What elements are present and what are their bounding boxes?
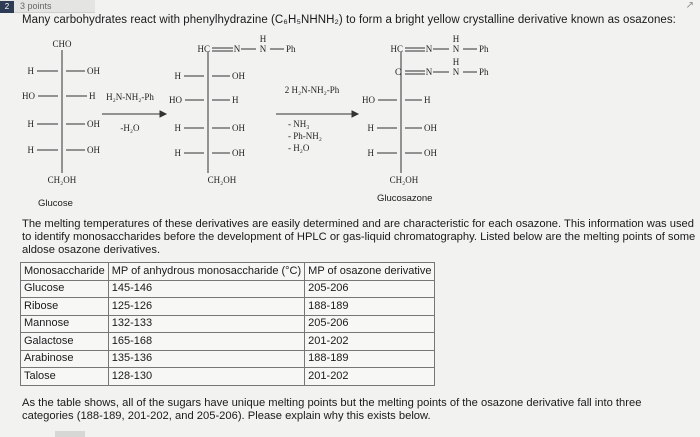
atom-label: N: [452, 44, 460, 54]
cell-mp-osazone: 201-202: [305, 368, 435, 386]
table-header-row: [21, 263, 435, 281]
step1-reagent: H₂N-NH₂-Ph: [106, 92, 154, 102]
table-row: [21, 350, 435, 368]
header-monosaccharide: Monosaccharide: [21, 263, 109, 281]
atom-label: OH: [232, 123, 245, 133]
atom-label: H: [452, 57, 460, 67]
atom-label: N: [425, 44, 433, 54]
cell-mp-sugar: 145-146: [108, 280, 304, 298]
atom-label: H: [174, 123, 181, 133]
points-badge: [0, 0, 95, 13]
answer-box-edge[interactable]: [55, 431, 85, 437]
question-number: 2: [0, 1, 14, 13]
cell-sugar: Glucose: [21, 280, 109, 298]
cell-sugar: Ribose: [21, 298, 109, 316]
atom-label: HO: [362, 95, 375, 105]
step2-byproduct: - Ph-NH₂: [288, 131, 322, 141]
atom-label: H: [27, 66, 34, 76]
atom-label: OH: [232, 71, 245, 81]
atom-label: H: [174, 148, 181, 158]
table-row: [21, 315, 435, 333]
melting-point-table: [20, 262, 435, 386]
table-row: [21, 298, 435, 316]
atom-label: N: [452, 67, 460, 77]
cell-mp-sugar: 135-136: [108, 350, 304, 368]
reactant-name: Glucose: [38, 198, 73, 209]
atom-label: C: [394, 67, 401, 77]
glucose-cho: CHO: [52, 39, 72, 49]
cell-mp-osazone: 205-206: [305, 315, 435, 333]
atom-label: Ph: [286, 44, 296, 54]
atom-label: OH: [232, 148, 245, 158]
atom-label: H: [367, 123, 374, 133]
atom-label: N: [233, 44, 241, 54]
atom-label: HC: [390, 44, 403, 54]
atom-label: OH: [87, 66, 100, 76]
atom-label: H: [27, 119, 34, 129]
intermediate-ch2oh: CH₂OH: [207, 175, 237, 185]
cell-mp-sugar: 165-168: [108, 333, 304, 351]
cell-sugar: Galactose: [21, 333, 109, 351]
header-mp-anhydrous: MP of anhydrous monosaccharide (°C): [108, 263, 304, 281]
atom-label: H: [27, 145, 34, 155]
expand-icon[interactable]: ↗: [685, 0, 694, 11]
atom-label: OH: [87, 119, 100, 129]
atom-label: H: [367, 148, 374, 158]
cell-mp-sugar: 132-133: [108, 315, 304, 333]
osazone-ch2oh: CH₂OH: [389, 175, 419, 185]
osazone-reaction-scheme: [0, 30, 700, 200]
cell-mp-sugar: 128-130: [108, 368, 304, 386]
points-label: 3 points: [20, 1, 52, 11]
cell-mp-osazone: 205-206: [305, 280, 435, 298]
step1-byproduct: -H₂O: [120, 123, 140, 133]
intro-paragraph: The melting temperatures of these derivatives are easily determined and are characteristic for each osazone. This information was used to identify monosaccharides before the development of HPLC or gas-liquid chromatography. Listed below are the melting points of some aldose osazone derivatives.: [22, 218, 696, 257]
step2-byproduct: - NH₃: [288, 119, 310, 129]
step2-reagent: 2 H₂N-NH₂-Ph: [284, 85, 340, 95]
table-row: [21, 280, 435, 298]
atom-label: H: [174, 71, 181, 81]
atom-label: H: [424, 95, 431, 105]
cell-sugar: Mannose: [21, 315, 109, 333]
atom-label: N: [259, 44, 267, 54]
atom-label: OH: [424, 148, 437, 158]
atom-label: HC: [197, 44, 210, 54]
cell-mp-sugar: 125-126: [108, 298, 304, 316]
glucose-ch2oh: CH₂OH: [47, 175, 77, 185]
cell-mp-osazone: 201-202: [305, 333, 435, 351]
atom-label: Ph: [479, 44, 489, 54]
atom-label: HO: [169, 95, 182, 105]
product-name: Glucosazone: [377, 193, 433, 204]
step2-byproduct: - H₂O: [288, 143, 310, 153]
atom-label: OH: [424, 123, 437, 133]
cell-sugar: Arabinose: [21, 350, 109, 368]
table-row: [21, 368, 435, 386]
question-prompt: As the table shows, all of the sugars have unique melting points but the melting points of the osazone derivative fall into three categories (188-189, 201-202, and 205-206). Please explain why this exists below.: [22, 397, 642, 423]
atom-label: H: [452, 34, 460, 44]
cell-mp-osazone: 188-189: [305, 350, 435, 368]
atom-label: N: [425, 67, 433, 77]
atom-label: H: [232, 95, 239, 105]
cell-mp-osazone: 188-189: [305, 298, 435, 316]
header-mp-osazone: MP of osazone derivative: [305, 263, 435, 281]
atom-label: OH: [87, 145, 100, 155]
atom-label: H: [259, 34, 267, 44]
cell-sugar: Talose: [21, 368, 109, 386]
table-row: [21, 333, 435, 351]
atom-label: HO: [22, 91, 35, 101]
atom-label: Ph: [479, 67, 489, 77]
question-intro: Many carbohydrates react with phenylhydrazine (C₆H₅NHNH₂) to form a bright yellow crystalline derivative known as osazones:: [22, 14, 676, 26]
atom-label: H: [89, 91, 96, 101]
